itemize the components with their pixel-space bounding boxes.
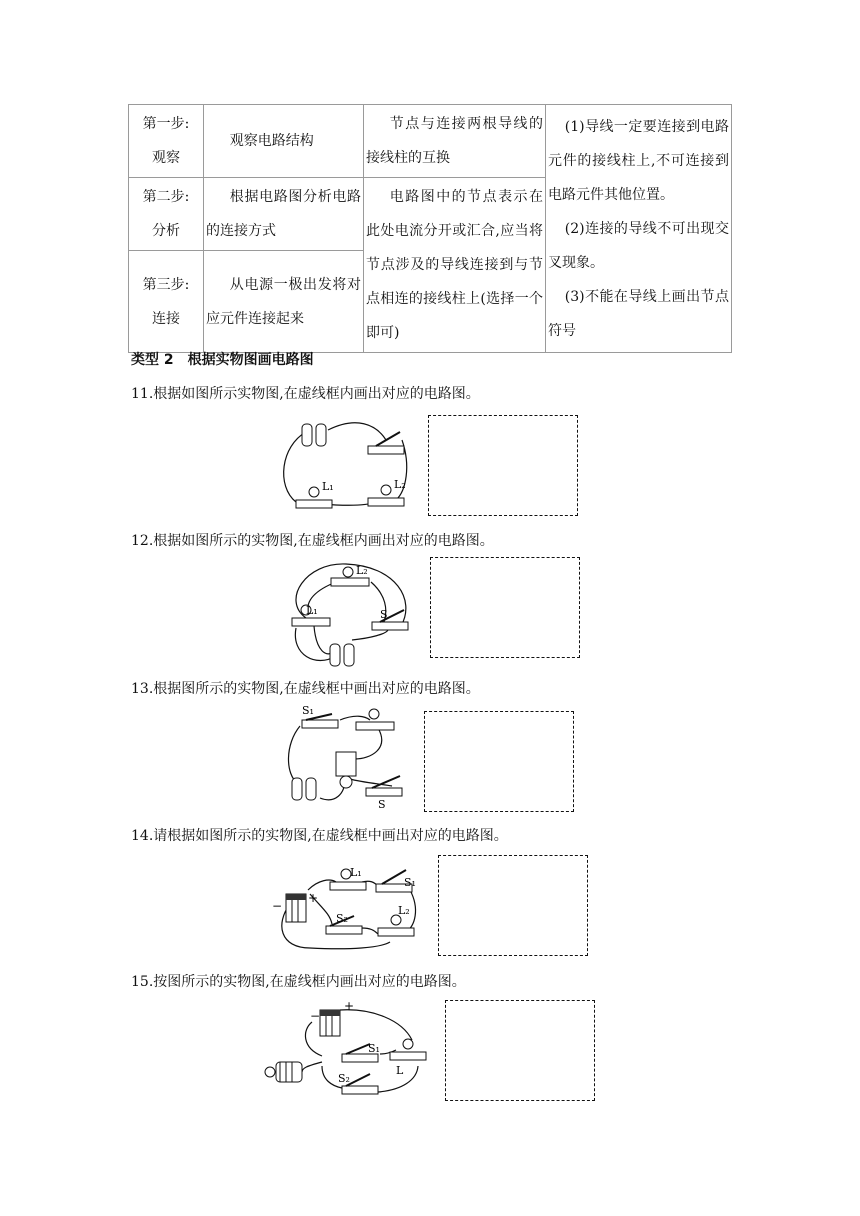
battery-pack-icon (286, 894, 306, 922)
label-l1: L₁ (350, 866, 362, 879)
lamp-icon (356, 709, 394, 730)
label-s2: S₂ (338, 1072, 350, 1085)
note-1: (1)导线一定要连接到电路元件的接线柱上,不可连接到电路元件其他位置。 (548, 118, 729, 203)
step-3-cell (129, 251, 204, 353)
question-13-circuit-figure (280, 704, 410, 812)
tip-body: 电路图中的节点表示在此处电流分开或汇合,应当将节点涉及的导线连接到与节点相连的接线柱上(选择一个即可) (364, 178, 546, 353)
battery-icon (330, 644, 354, 666)
question-13-answer-box[interactable] (424, 711, 574, 812)
question-14-answer-box[interactable] (438, 855, 588, 956)
question-13-text: 13.根据图所示的实物图,在虚线框中画出对应的电路图。 (131, 681, 480, 697)
label-l2: L₂ (356, 564, 368, 577)
motor-icon (265, 1062, 302, 1082)
label-l2: L₂ (394, 478, 406, 491)
question-11-answer-box[interactable] (428, 415, 578, 516)
tip-title: 节点与连接两根导线的接线柱的互换 (364, 105, 546, 178)
question-15-answer-box[interactable] (445, 1000, 595, 1101)
label-s1: S₁ (368, 1042, 380, 1055)
step-3-action: 从电源一极出发将对应元件连接起来 (204, 251, 364, 353)
switch-s-icon (366, 776, 402, 796)
switch-icon (368, 432, 404, 454)
question-15-circuit-figure (262, 1000, 434, 1102)
step-3-name: 连接 (152, 310, 180, 327)
section-heading: 类型 2 根据实物图画电路图 (131, 352, 314, 368)
step-2-label: 第二步: (142, 189, 190, 205)
label-s: S (380, 608, 388, 621)
motor-icon (336, 752, 356, 788)
label-s2: S₂ (336, 912, 348, 925)
label-minus: − (310, 1009, 321, 1023)
question-14-text: 14.请根据如图所示的实物图,在虚线框中画出对应的电路图。 (131, 828, 508, 844)
note-2: (2)连接的导线不可出现交叉现象。 (548, 220, 729, 271)
step-1-name: 观察 (152, 150, 180, 166)
label-plus: + (344, 1000, 355, 1013)
step-2-action: 根据电路图分析电路的连接方式 (204, 178, 364, 251)
switch-icon (372, 610, 408, 630)
step-1-action: 观察电路结构 (204, 105, 364, 178)
lamp-l-icon (390, 1039, 426, 1060)
label-minus: − (272, 899, 283, 913)
note-3: (3)不能在导线上画出节点符号 (548, 288, 729, 339)
label-s: S (378, 798, 386, 811)
battery-icon (302, 424, 326, 446)
question-14-circuit-figure (270, 864, 420, 954)
step-1-cell (129, 105, 204, 178)
question-15-text: 15.按图所示的实物图,在虚线框内画出对应的电路图。 (131, 974, 466, 990)
label-s1: S₁ (302, 704, 314, 717)
battery-icon (292, 778, 316, 800)
label-l: L (396, 1064, 404, 1077)
label-s1: S₁ (404, 876, 416, 889)
step-2-name: 分析 (152, 223, 180, 239)
label-plus: + (308, 891, 319, 905)
step-2-cell (129, 178, 204, 251)
battery-pack-icon (320, 1010, 340, 1036)
method-table (128, 104, 732, 353)
question-11-circuit-figure (276, 416, 412, 516)
question-11-text: 11.根据如图所示实物图,在虚线框内画出对应的电路图。 (131, 386, 480, 402)
step-3-label: 第三步: (142, 276, 190, 293)
question-12-circuit-figure (276, 560, 416, 668)
label-l1: L₁ (306, 604, 318, 617)
label-l2: L₂ (398, 904, 410, 917)
label-l1: L₁ (322, 480, 334, 493)
question-12-answer-box[interactable] (430, 557, 580, 658)
step-1-label: 第一步: (142, 116, 190, 132)
question-12-text: 12.根据如图所示的实物图,在虚线框内画出对应的电路图。 (131, 533, 494, 549)
notes-cell (546, 105, 732, 353)
lamp-l2-icon (378, 915, 414, 936)
